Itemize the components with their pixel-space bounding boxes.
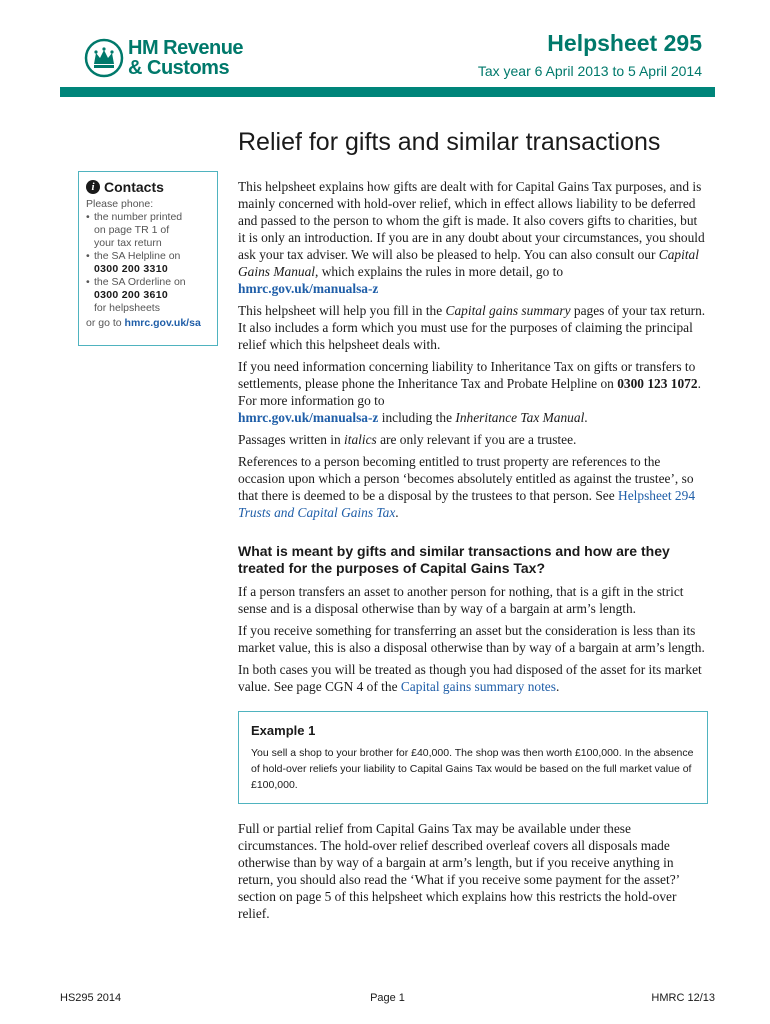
helpsheet-294-link[interactable]: Helpsheet 294 Trusts and Capital Gains Tax bbox=[238, 488, 696, 520]
brand-name: HM Revenue & Customs bbox=[128, 37, 244, 79]
paragraph: References to a person becoming entitled to trust property are references to the occasion upon which a person ‘becomes absolutely entitled as against the trustee’, so that there is deemed to be a disposal by the trustees to that person. See Helpsheet 294 Trusts and Capital Gains Tax. bbox=[238, 454, 696, 520]
helpsheet-title: Helpsheet 295 bbox=[547, 30, 702, 56]
contacts-heading: i Contacts bbox=[86, 180, 211, 194]
contacts-goto: or go to hmrc.gov.uk/sa bbox=[86, 317, 201, 329]
document-title: Relief for gifts and similar transactions bbox=[238, 128, 661, 156]
paragraph: Passages written in italics are only relevant if you are a trustee. bbox=[238, 432, 577, 447]
main-content bbox=[238, 178, 708, 927]
manualsa-link-2[interactable]: hmrc.gov.uk/manualsa-z bbox=[238, 410, 379, 425]
example-box bbox=[238, 711, 708, 804]
sa-orderline-number: 0300 200 3610 bbox=[94, 289, 168, 301]
info-icon: i bbox=[86, 180, 100, 194]
list-item: • the SA Helpline on bbox=[86, 250, 211, 263]
tax-year: Tax year 6 April 2013 to 5 April 2014 bbox=[477, 63, 702, 79]
cgs-notes-link[interactable]: Capital gains summary notes bbox=[400, 679, 556, 694]
intro-paragraph: This helpsheet explains how gifts are dealt with for Capital Gains Tax purposes, and is mainly concerned with hold-over relief, which in effect allows liability to be deferred and passed to the person to whom the gift is made. It also covers gifts to charities, but it is only an introduction. If you are in any doubt about your circumstances, you should ask your tax adviser. We will also be pleased to help. You can also consult our Capital Gains Manual, which explains the rules in more detail, go to hmrc.gov.uk/manualsa-z bbox=[238, 179, 705, 296]
crown-crest-icon bbox=[84, 38, 124, 78]
header-rule bbox=[60, 87, 715, 97]
paragraph: Full or partial relief from Capital Gains Tax may be available under these circumstances. The hold-over relief described overleaf covers all disposals made otherwise than by way of a bargain at arm’s length, but if you receive anything in return, you should also read the ‘What if you receive some payment for the asset?’ section on page 5 of this helpsheet which explains how this restricts the hold-over relief. bbox=[238, 821, 680, 921]
manualsa-link[interactable]: hmrc.gov.uk/manualsa-z bbox=[238, 281, 379, 296]
sa-helpline-number: 0300 200 3310 bbox=[94, 263, 168, 275]
footer-date: HMRC 12/13 bbox=[651, 992, 715, 1004]
page-number: Page 1 bbox=[370, 992, 405, 1004]
paragraph: If you need information concerning liability to Inheritance Tax on gifts or transfers to settlements, please phone the Inheritance Tax and Probate Helpline on 0300 123 1072. For more information go to hmrc.gov.uk/manualsa-z including the Inheritance Tax Manual. bbox=[238, 359, 701, 425]
example-heading: Example 1 bbox=[251, 723, 316, 738]
paragraph: In both cases you will be treated as though you had disposed of the asset for its market value. See page CGN 4 of the Capital gains summary notes. bbox=[238, 662, 702, 694]
section-heading: What is meant by gifts and similar transactions and how are they treated for the purposes of Capital Gains Tax? bbox=[238, 543, 670, 576]
paragraph: This helpsheet will help you fill in the Capital gains summary pages of your tax return. It also includes a form which you must use for the purposes of claiming the principal relief which this helpsheet deals with. bbox=[238, 303, 706, 352]
example-body: You sell a shop to your brother for £40,000. The shop was then worth £100,000. In the absence of hold-over reliefs your liability to Capital Gains Tax would be based on the full market value of £100,000. bbox=[251, 747, 694, 791]
hmrc-logo bbox=[84, 38, 284, 82]
footer-ref: HS295 2014 bbox=[60, 992, 122, 1004]
paragraph: If a person transfers an asset to another person for nothing, that is a gift in the strict sense and is a disposal otherwise than by way of a bargain at arm’s length. bbox=[238, 584, 684, 616]
contacts-box bbox=[78, 171, 218, 346]
contacts-intro: Please phone: bbox=[86, 198, 154, 210]
list-item: • the SA Orderline on bbox=[86, 276, 211, 289]
iht-helpline-number: 0300 123 1072 bbox=[617, 376, 698, 391]
paragraph: If you receive something for transferring an asset but the consideration is less than its market value, this is also a disposal otherwise than by way of a bargain at arm’s length. bbox=[238, 623, 705, 655]
list-item: • the number printed bbox=[86, 211, 211, 224]
hmrc-sa-link[interactable]: hmrc.gov.uk/sa bbox=[124, 317, 201, 329]
contacts-list: • the number printed on page TR 1 of your tax return • the SA Helpline on 0300 200 3310 • the SA Orderline on 0300 200 3610 for helpsheets bbox=[86, 211, 211, 315]
